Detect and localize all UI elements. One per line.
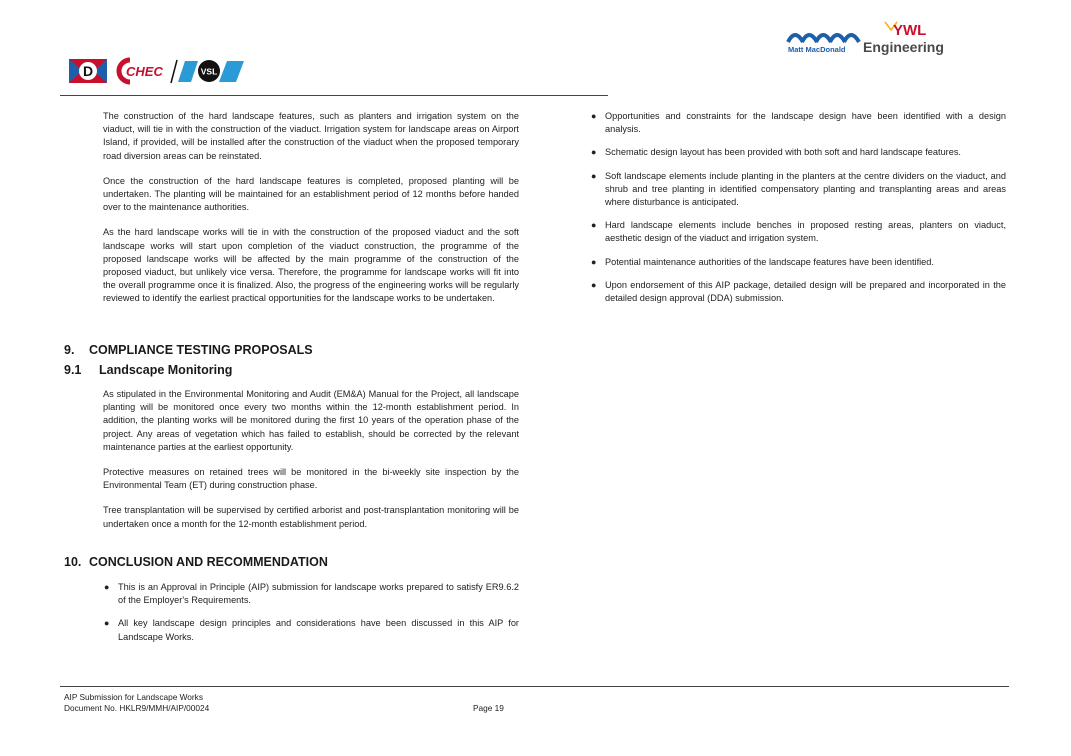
summary-bullet-list: [590, 110, 1006, 305]
conclusion-section: [103, 581, 519, 654]
intro-section: [103, 110, 519, 318]
vsl-logo-icon: [171, 60, 244, 83]
bullet-icon: ●: [104, 618, 110, 629]
svg-text:D: D: [82, 63, 94, 79]
list-item-text: Soft landscape elements include planting in the planters at the centre dividers on the viaduct, and shrub and tree planting in identified compensatory planting and transplanting areas and areas where disturbance is anticipated.: [605, 170, 1006, 208]
bullet-icon: ●: [591, 170, 597, 181]
right-column-bullets: [590, 110, 1006, 315]
contractor-logos-graphic: [68, 57, 246, 85]
mott-macdonald-ywl-logo-icon: [785, 20, 965, 58]
footer-doc-number: Document No. HKLR9/MMH/AIP/00024: [64, 702, 210, 713]
bullet-icon: ●: [591, 147, 597, 158]
list-item: [590, 219, 1006, 245]
section-number: 10.: [64, 555, 82, 569]
list-item: [590, 279, 1006, 305]
page-number: Page 19: [473, 703, 504, 713]
svg-text:YWL: YWL: [893, 22, 927, 39]
conclusion-bullet-list: [103, 581, 519, 644]
footer-rule: [60, 686, 1009, 687]
contractor-logos: [68, 57, 246, 85]
list-item-text: Potential maintenance authorities of the landscape features have been identified.: [605, 256, 934, 267]
list-item: [590, 146, 1006, 159]
list-item-text: Opportunities and constraints for the landscape design have been identified with a design analysis.: [605, 111, 1006, 135]
list-item: [590, 256, 1006, 269]
bullet-icon: ●: [591, 256, 597, 267]
list-item-text: This is an Approval in Principle (AIP) submission for landscape works prepared to satisfy ER9.6.2 of the Employer's Requirements.: [118, 582, 519, 606]
intro-paragraph: Once the construction of the hard landscape features is completed, proposed planting will be undertaken. The planting will be maintained for an establishment period of 12 months before handed over to the maintenance authorities.: [103, 175, 519, 213]
d-logo-icon: [69, 59, 107, 83]
monitoring-paragraph: As stipulated in the Environmental Monitoring and Audit (EM&A) Manual for the Project, all landscape planting will be monitored once every two months within the 12-month establishment period. In addition, the planting works will be monitored during the first 10 years of the operation phase of the project. Any areas of vegetation which has failed to establish, should be corrected by the relevant maintenance parties at the earliest opportunity.: [103, 389, 519, 452]
section-title: CONCLUSION AND RECOMMENDATION: [89, 555, 328, 569]
intro-paragraph: As the hard landscape works will tie in with the construction of the proposed viaduct and the soft landscape works will start upon completion of the viaduct construction, the programme of the proposed landscape works will be affected by the main programme of the construction of the proposed viaduct, but unlikely vice versa. Therefore, the programme for landscape works will fit into the overall programme once it is finalized. Also, the progress of the engineering works will be regularly reviewed to identify the earliest practical opportunities for the landscape works to be undertaken.: [103, 227, 519, 304]
list-item-text: All key landscape design principles and considerations have been discussed in this AIP for Landscape Works.: [118, 618, 519, 642]
list-item-text: Schematic design layout has been provided with both soft and hard landscape features.: [605, 147, 961, 158]
bullet-icon: ●: [591, 111, 597, 121]
bullet-icon: ●: [591, 279, 597, 290]
section-title: COMPLIANCE TESTING PROPOSALS: [89, 343, 313, 357]
monitoring-paragraph: Tree transplantation will be supervised by certified arborist and post-transplantation monitoring will be undertaken once a month for the 12-month establishment period.: [103, 505, 519, 529]
bullet-icon: ●: [591, 220, 597, 231]
section-number: 9.1: [64, 363, 82, 377]
landscape-monitoring-section: [103, 388, 519, 543]
footer-title: AIP Submission for Landscape Works: [64, 692, 203, 702]
footer-info: [64, 692, 209, 713]
chec-logo-icon: [119, 60, 163, 82]
list-item: [103, 617, 519, 643]
section-number: 9.: [64, 343, 75, 357]
monitoring-paragraph: Protective measures on retained trees will be monitored in the bi-weekly site inspection by the Environmental Team (ET) during construction phase.: [103, 467, 519, 491]
list-item: [103, 581, 519, 607]
section-9-heading: [64, 343, 313, 357]
list-item-text: Hard landscape elements include benches in proposed resting areas, planters on viaduct, aesthetic design of the viaduct and irrigation system.: [605, 220, 1006, 244]
svg-text:CHEC: CHEC: [126, 64, 163, 79]
list-item: [590, 110, 1006, 136]
bullet-icon: ●: [104, 582, 110, 592]
list-item: [590, 170, 1006, 210]
consultant-logo: [785, 20, 965, 58]
header-rule: [60, 95, 608, 96]
section-9-1-heading: [64, 363, 232, 377]
list-item-text: Upon endorsement of this AIP package, detailed design will be prepared and incorporated in the detailed design approval (DDA) submission.: [605, 279, 1006, 304]
section-10-heading: [64, 555, 328, 569]
svg-text:Engineering: Engineering: [863, 39, 944, 55]
intro-paragraph: The construction of the hard landscape features, such as planters and irrigation system on the viaduct, will tie in with the construction of the viaduct. Irrigation system for landscape areas on Airport Island, if provided, will be installed after the construction of the viaduct when the proposed temporary road diversion areas can be reinstated.: [103, 111, 519, 161]
svg-text:VSL: VSL: [200, 66, 218, 77]
section-title: Landscape Monitoring: [99, 363, 233, 377]
svg-text:Matt MacDonald: Matt MacDonald: [788, 45, 846, 54]
